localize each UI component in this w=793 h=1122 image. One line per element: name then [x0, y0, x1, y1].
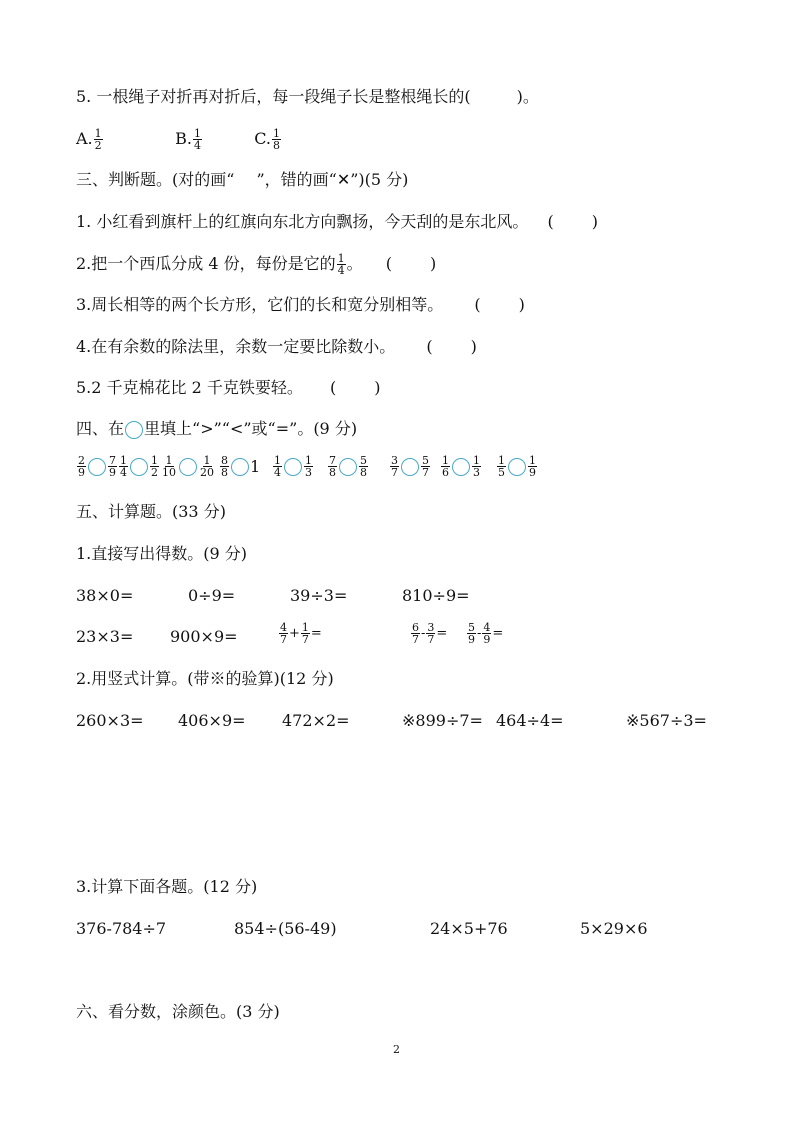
- calc-5: 23×3=: [76, 627, 134, 646]
- compare-circle-8[interactable]: [452, 458, 470, 476]
- calc-6: 900×9=: [170, 627, 238, 646]
- mixed-calc-3: 24×5+76: [430, 919, 508, 938]
- q5-options: [76, 128, 282, 151]
- mixed-calc-1: 376-784÷7: [76, 919, 167, 938]
- section4-title: 四、在 里填上“>”“<”或“=”。(9 分): [76, 419, 358, 438]
- compare-circle-2[interactable]: [130, 458, 148, 476]
- judge-item-2: 2.把一个西瓜分成 4 份，每份是它的 $\frac{1}{4}$ 。 ( ): [76, 252, 437, 277]
- q5-option-b: B. $\frac{1}{4}$: [175, 127, 201, 152]
- calc-3: 39÷3=: [290, 586, 348, 605]
- q5-stem-end: )。: [516, 87, 539, 106]
- judge-item-3: 3.周长相等的两个长方形，它们的长和宽分别相等。 ( ): [76, 295, 525, 314]
- calc-2: 0÷9=: [188, 586, 236, 605]
- q5-stem-text: 5. 一根绳子对折再对折后，每一段绳子长是整根绳长的(: [76, 87, 471, 106]
- judge-item-4: 4.在有余数的除法里，余数一定要比除数小。 ( ): [76, 337, 477, 356]
- section5-sub1: 1.直接写出得数。(9 分): [76, 544, 248, 563]
- judge-answer-2[interactable]: ( ): [385, 254, 437, 273]
- vertical-calc-6: ※567÷3=: [626, 711, 707, 730]
- judge-item-1: 1. 小红看到旗杆上的红旗向东北方向飘扬，今天刮的是东北风。 ( ): [76, 212, 598, 231]
- page-number: 2: [393, 1043, 400, 1056]
- vertical-calc-2: 406×9=: [178, 711, 246, 730]
- mixed-calc-2: 854÷(56-49): [234, 919, 337, 938]
- section5-sub3: 3.计算下面各题。(12 分): [76, 877, 258, 896]
- vertical-calc-3: 472×2=: [282, 711, 350, 730]
- q5-option-c: C. $\frac{1}{8}$: [254, 127, 280, 152]
- compare-group-2: $\frac{1}{4}$ $\frac{1}{3}$: [274, 454, 312, 479]
- calc-1: 38×0=: [76, 586, 134, 605]
- q5-stem: [76, 87, 539, 107]
- compare-circle-6[interactable]: [339, 458, 357, 476]
- judge-answer-1[interactable]: ( ): [547, 212, 598, 231]
- section5-title: 五、计算题。(33 分): [76, 502, 226, 521]
- compare-group-6: $\frac{1}{5}$ $\frac{1}{9}$: [498, 454, 536, 479]
- q5-option-a: A. $\frac{1}{2}$: [76, 127, 102, 152]
- cross-mark-icon: ✕: [336, 170, 351, 189]
- calc-7: $\frac{4}{7}$ + $\frac{1}{7}$ =: [280, 621, 322, 646]
- vertical-calc-5: 464÷4=: [496, 711, 564, 730]
- compare-circle-3[interactable]: [179, 458, 197, 476]
- compare-group-4: $\frac{3}{7}$ $\frac{5}{7}$: [391, 454, 429, 479]
- calc-9: $\frac{5}{9}$ - $\frac{4}{9}$ =: [468, 621, 504, 646]
- vertical-calc-1: 260×3=: [76, 711, 144, 730]
- compare-circle-1[interactable]: [88, 458, 106, 476]
- compare-circle-5[interactable]: [284, 458, 302, 476]
- section5-sub2: 2.用竖式计算。(带※的验算)(12 分): [76, 669, 334, 688]
- compare-group-5: $\frac{1}{6}$ $\frac{1}{3}$: [442, 454, 480, 479]
- circle-icon: [125, 421, 143, 439]
- judge-answer-4[interactable]: ( ): [426, 337, 477, 356]
- section6-title: 六、看分数，涂颜色。(3 分): [76, 1002, 280, 1021]
- compare-group-1: $\frac{2}{9}$ $\frac{7}{9}$ $\frac{1}{4}$ $\frac{1}{2}$ $\frac{1}{10}$ $\frac{1}{20}$ $\frac{8}{8}$ 1: [78, 454, 261, 479]
- section3-title: 三、判断题。(对的画“ ”，错的画“✕”)(5 分): [76, 170, 409, 189]
- compare-group-3: $\frac{7}{8}$ $\frac{5}{8}$: [329, 454, 367, 479]
- judge-answer-5[interactable]: ( ): [329, 378, 381, 397]
- calc-8: $\frac{6}{7}$ - $\frac{3}{7}$ =: [412, 621, 448, 646]
- compare-circle-4[interactable]: [231, 458, 249, 476]
- compare-circle-7[interactable]: [401, 458, 419, 476]
- compare-circle-9[interactable]: [508, 458, 526, 476]
- judge-answer-3[interactable]: ( ): [474, 295, 525, 314]
- judge-item-5: 5.2 千克棉花比 2 千克铁要轻。 ( ): [76, 378, 381, 397]
- mixed-calc-4: 5×29×6: [580, 919, 648, 938]
- vertical-calc-4: ※899÷7=: [402, 711, 483, 730]
- calc-4: 810÷9=: [402, 586, 470, 605]
